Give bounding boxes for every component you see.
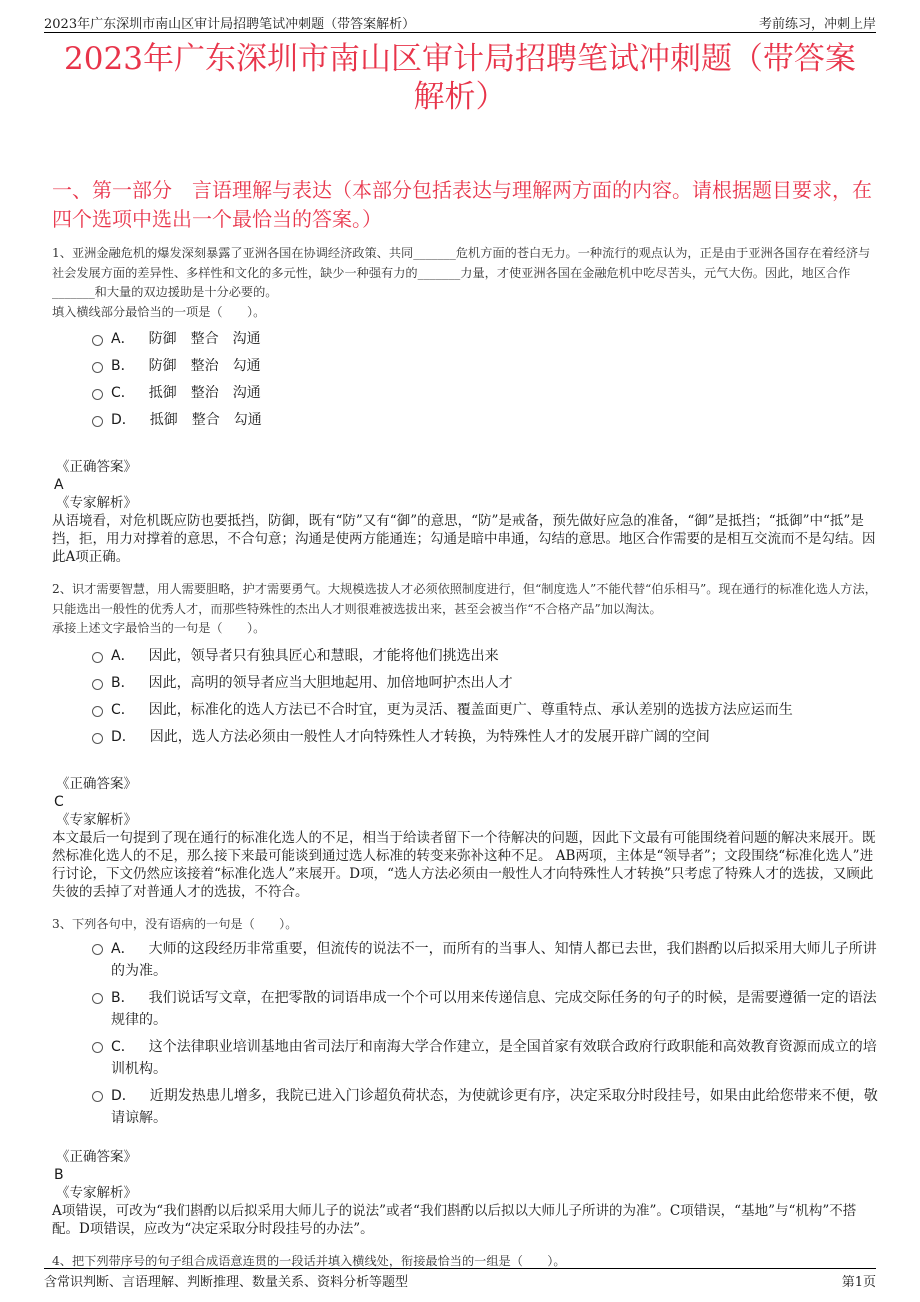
option-a[interactable] bbox=[92, 326, 880, 353]
radio-icon[interactable] bbox=[92, 706, 103, 717]
analysis-text: A项错误，可改为“我们斟酌以后拟采用大师儿子的说法”或者“我们斟酌以后拟以大师儿子所讲的为准”。C项错误，“基地”与“机构”不搭配。D项错误，应改为“决定采取分时段挂号的办法”。 bbox=[52, 1203, 857, 1237]
answer-heading: 《正确答案》 bbox=[56, 1149, 137, 1165]
analysis-text: 从语境看，对危机既应防也要抵挡，防御，既有“防”又有“御”的意思，“防”是戒备，预先做好应急的准备，“御”是抵挡；“抵御”中“抵”是挡，拒，用力对撑着的意思，不合句意；沟通是使两方能通连；勾通是暗中串通，勾结的意思。地区合作需要的是相互交流而不是勾结。因此A项正确。 bbox=[52, 513, 876, 565]
option-text: 近期发热患儿增多，我院已进入门诊超负荷状态，为使就诊更有序，决定采取分时段挂号，如果由此给您带来不便，敬请谅解。 bbox=[111, 1088, 878, 1126]
option-text: 因此，选人方法必须由一般性人才向特殊性人才转换，为特殊性人才的发展开辟广阔的空间 bbox=[149, 728, 710, 745]
radio-icon[interactable] bbox=[92, 733, 103, 744]
question-1 bbox=[52, 244, 880, 566]
option-c[interactable] bbox=[92, 697, 880, 724]
answer-value: C bbox=[54, 793, 64, 810]
option-label: B． bbox=[111, 990, 135, 1006]
radio-icon[interactable] bbox=[92, 944, 103, 955]
document-title: 2023年广东深圳市南山区审计局招聘笔试冲刺题（带答案解析） bbox=[64, 41, 856, 115]
question-prompt: 填入横线部分最恰当的一项是（ ）。 bbox=[52, 304, 266, 319]
question-3 bbox=[52, 915, 880, 1239]
option-d[interactable] bbox=[92, 407, 880, 434]
question-prompt: 承接上述文字最恰当的一句是（ ）。 bbox=[52, 621, 266, 635]
analysis-heading: 《专家解析》 bbox=[56, 1185, 137, 1201]
option-label: C． bbox=[111, 1039, 135, 1055]
option-label: D． bbox=[111, 412, 136, 428]
option-text: 因此，领导者只有独具匠心和慧眼，才能将他们挑选出来 bbox=[148, 647, 499, 664]
analysis-heading: 《专家解析》 bbox=[56, 495, 137, 511]
question-2 bbox=[52, 580, 880, 901]
answer-heading: 《正确答案》 bbox=[56, 459, 137, 475]
option-d[interactable] bbox=[92, 1085, 880, 1129]
option-label: D． bbox=[111, 728, 136, 745]
radio-icon[interactable] bbox=[92, 993, 103, 1004]
radio-icon[interactable] bbox=[92, 679, 103, 690]
question-stem: 3、下列各句中，没有语病的一句是（ ）。 bbox=[52, 916, 298, 931]
option-label: B． bbox=[111, 674, 135, 691]
analysis-heading: 《专家解析》 bbox=[56, 811, 137, 828]
option-text: 抵御 整合 勾通 bbox=[149, 412, 262, 428]
option-text: 我们说话写文章，在把零散的词语串成一个个可以用来传递信息、完成交际任务的句子的时候，是需要遵循一定的语法规律的。 bbox=[111, 990, 877, 1028]
option-label: C． bbox=[111, 701, 135, 718]
option-text: 抵御 整治 沟通 bbox=[148, 385, 261, 401]
option-label: D． bbox=[111, 1088, 136, 1104]
option-text: 因此，标准化的选人方法已不合时宜，更为灵活、覆盖面更广、尊重特点、承认差别的选拔方法应运而生 bbox=[148, 701, 793, 718]
option-label: A． bbox=[111, 647, 135, 664]
option-list bbox=[92, 643, 880, 751]
question-stem: 1、亚洲金融危机的爆发深刻暴露了亚洲各国在协调经济政策、共同_______危机方面的苍白无力。一种流行的观点认为，正是由于亚洲各国存在着经济与社会发展方面的差异性、多样性和文化的多元性，缺少一种强有力的_______力量，才使亚洲各国在金融危机中吃尽苦头，元气大伤。因此，地区合作_______和大量的双边援助是十分必要的。 bbox=[52, 246, 871, 299]
radio-icon[interactable] bbox=[92, 335, 103, 346]
question-stem: 4、把下列带序号的句子组合成语意连贯的一段话并填入横线处，衔接最恰当的一组是（ ）。 bbox=[52, 1254, 566, 1268]
page-header bbox=[44, 10, 876, 33]
option-text: 因此，高明的领导者应当大胆地起用、加倍地呵护杰出人才 bbox=[148, 674, 513, 691]
radio-icon[interactable] bbox=[92, 1091, 103, 1102]
header-right: 考前练习，冲刺上岸 bbox=[758, 17, 876, 32]
option-text: 这个法律职业培训基地由省司法厅和南海大学合作建立，是全国首家有效联合政府行政职能和高效教育资源而成立的培训机构。 bbox=[111, 1039, 877, 1077]
option-list bbox=[92, 938, 880, 1129]
question-stem: 2、识才需要智慧，用人需要胆略，护才需要勇气。大规模选拔人才必须依照制度进行，但“制度选人”不能代替“伯乐相马”。现在通行的标准化选人方法，只能选出一般性的优秀人才，而那些特殊性的杰出人才则很难被选拔出来，甚至会被当作“不合格产品”加以淘汰。 bbox=[52, 582, 877, 616]
option-label: B． bbox=[111, 358, 135, 374]
answer-heading: 《正确答案》 bbox=[56, 775, 137, 792]
question-list bbox=[52, 244, 880, 1272]
radio-icon[interactable] bbox=[92, 362, 103, 373]
answer-value: B bbox=[54, 1167, 64, 1183]
footer-left: 含常识判断、言语理解、判断推理、数量关系、资料分析等题型 bbox=[44, 1274, 409, 1290]
option-text: 防御 整合 沟通 bbox=[148, 331, 261, 347]
option-d[interactable] bbox=[92, 724, 880, 751]
answer-value: A bbox=[54, 477, 64, 493]
option-label: A． bbox=[111, 941, 135, 957]
page-number: 第1页 bbox=[841, 1274, 876, 1290]
option-c[interactable] bbox=[92, 380, 880, 407]
option-a[interactable] bbox=[92, 643, 880, 670]
page-footer bbox=[44, 1268, 876, 1291]
option-b[interactable] bbox=[92, 670, 880, 697]
option-b[interactable] bbox=[92, 353, 880, 380]
section-heading: 一、第一部分 言语理解与表达（本部分包括表达与理解两方面的内容。请根据题目要求，在四个选项中选出一个最恰当的答案。） bbox=[52, 178, 872, 231]
analysis-text: 本文最后一句提到了现在通行的标准化选人的不足，相当于给读者留下一个待解决的问题，因此下文最有可能围绕着问题的解决来展开。既然标准化选人的不足，那么接下来最可能谈到通过选人标准的转变来弥补这种不足。 AB两项，主体是“领导者”；文段围绕“标准化选人”进行讨论，下文仍然应该接着“标准化选人”来展开。D项，“选人方法必须由一般性人才向特殊性人才转换”只考虑了特殊人才的选拔，又顾此失彼的丢掉了对普通人才的选拔，不符合。 bbox=[52, 829, 876, 900]
option-list bbox=[92, 326, 880, 434]
option-a[interactable] bbox=[92, 938, 880, 982]
radio-icon[interactable] bbox=[92, 652, 103, 663]
option-b[interactable] bbox=[92, 987, 880, 1031]
option-label: A． bbox=[111, 331, 135, 347]
radio-icon[interactable] bbox=[92, 1042, 103, 1053]
header-left: 2023年广东深圳市南山区审计局招聘笔试冲刺题（带答案解析） bbox=[44, 17, 416, 32]
option-label: C． bbox=[111, 385, 135, 401]
option-text: 大师的这段经历非常重要，但流传的说法不一，而所有的当事人、知情人都已去世，我们斟酌以后拟采用大师儿子所讲的为准。 bbox=[111, 941, 877, 979]
option-text: 防御 整治 勾通 bbox=[148, 358, 261, 374]
option-c[interactable] bbox=[92, 1036, 880, 1080]
radio-icon[interactable] bbox=[92, 389, 103, 400]
radio-icon[interactable] bbox=[92, 416, 103, 427]
